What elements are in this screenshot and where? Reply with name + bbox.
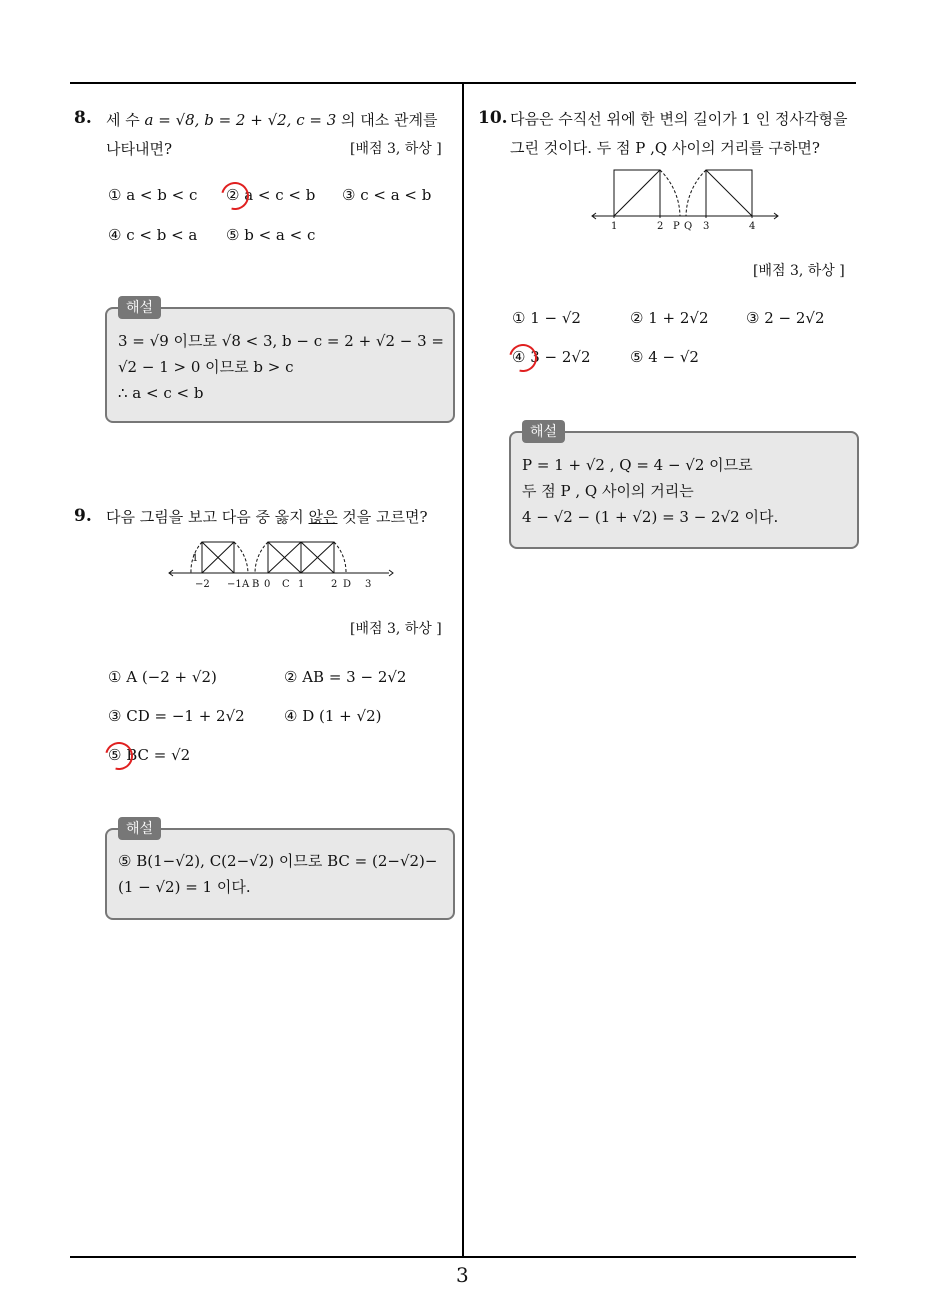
figure-label: 2 [331, 579, 338, 590]
choice-4[interactable]: ④ c < b < a [108, 226, 198, 244]
solution-line: P = 1 + √2 , Q = 4 − √2 이므로 [522, 456, 753, 474]
choice-1[interactable]: ① 1 − √2 [512, 309, 581, 327]
figure-label: 3 [703, 221, 710, 232]
figure-label: 1 [192, 553, 199, 564]
figure-label: 4 [749, 221, 756, 232]
question-text-part: 다음은 수직선 위에 한 변의 길이가 1 인 정사각형을 [510, 110, 848, 128]
solution-line: ⑤ B(1−√2), C(2−√2) 이므로 BC = (2−√2)− [118, 852, 438, 870]
question-text-part: 세 수 [106, 111, 140, 129]
number-line-figure-10 [588, 166, 782, 234]
solution-tag: 해설 [522, 420, 565, 443]
choice-5[interactable]: ⑤ 4 − √2 [630, 348, 699, 366]
choice-5[interactable]: ⑤ BC = √2 [108, 746, 191, 764]
figure-label: D [343, 579, 352, 590]
choice-2[interactable]: ② 1 + 2√2 [630, 309, 709, 327]
choice-2[interactable]: ② AB = 3 − 2√2 [284, 668, 407, 686]
number-line-figure-9 [165, 536, 395, 594]
question-number: 9. [74, 506, 92, 526]
choice-4[interactable]: ④ 3 − 2√2 [512, 348, 591, 366]
choice-4[interactable]: ④ D (1 + √2) [284, 707, 382, 725]
figure-label: 0 [264, 579, 271, 590]
question-text [510, 105, 860, 163]
choice-1[interactable]: ① A (−2 + √2) [108, 668, 217, 686]
choice-3[interactable]: ③ 2 − 2√2 [746, 309, 825, 327]
question-text-part: 그린 것이다. 두 점 P ,Q 사이의 거리를 구하면? [510, 139, 820, 157]
choice-3[interactable]: ③ c < a < b [342, 186, 432, 204]
solution-line: 4 − √2 − (1 + √2) = 3 − 2√2 이다. [522, 508, 779, 526]
figure-label: P [673, 221, 680, 232]
solution-line: 두 점 P , Q 사이의 거리는 [522, 482, 694, 500]
choice-3[interactable]: ③ CD = −1 + 2√2 [108, 707, 245, 725]
score-info: [배점 3, 하상 ] [350, 141, 442, 157]
figure-label: 1 [611, 221, 618, 232]
solution-line: √2 − 1 > 0 이므로 b > c [118, 358, 294, 376]
column-divider [462, 82, 464, 1258]
solution-line: ∴ a < c < b [118, 384, 204, 402]
solution-line: (1 − √2) = 1 이다. [118, 878, 251, 896]
solution-text [118, 848, 448, 900]
choice-1[interactable]: ① a < b < c [108, 186, 198, 204]
choice-2[interactable]: ② a < c < b [226, 186, 316, 204]
score-info: [배점 3, 하상 ] [753, 263, 845, 279]
figure-label: B [252, 579, 260, 590]
choice-5[interactable]: ⑤ b < a < c [226, 226, 316, 244]
figure-label: A [242, 579, 250, 590]
solution-tag: 해설 [118, 296, 161, 319]
figure-label: 2 [657, 221, 664, 232]
figure-label: −2 [195, 579, 210, 590]
figure-label: Q [684, 221, 693, 232]
solution-line: 3 = √9 이므로 √8 < 3, b − c = 2 + √2 − 3 = [118, 332, 444, 350]
question-text-part: 다음 그림을 보고 다음 중 옳지 [106, 508, 309, 526]
figure-label: C [282, 579, 290, 590]
answer-mark-icon [100, 737, 138, 775]
question-text-part: 것을 고르면? [337, 508, 428, 526]
answer-mark-icon [504, 339, 542, 377]
question-text-underlined: 않은 [308, 508, 338, 526]
question-text [106, 503, 456, 532]
question-text-part: 의 대소 관계를 [341, 111, 438, 129]
page-number: 3 [456, 1263, 469, 1287]
bottom-rule [70, 1256, 856, 1258]
question-text-part: 나타내면? [106, 140, 173, 158]
answer-mark-icon [216, 177, 254, 215]
solution-tag: 해설 [118, 817, 161, 840]
question-number: 10. [478, 108, 508, 128]
figure-label: 1 [298, 579, 305, 590]
figure-label: −1 [227, 579, 242, 590]
figure-label: 3 [365, 579, 372, 590]
solution-text [118, 328, 448, 406]
question-number: 8. [74, 108, 92, 128]
question-expression: a = √8, b = 2 + √2, c = 3 [144, 111, 337, 129]
solution-text [522, 452, 852, 530]
score-info: [배점 3, 하상 ] [350, 621, 442, 637]
